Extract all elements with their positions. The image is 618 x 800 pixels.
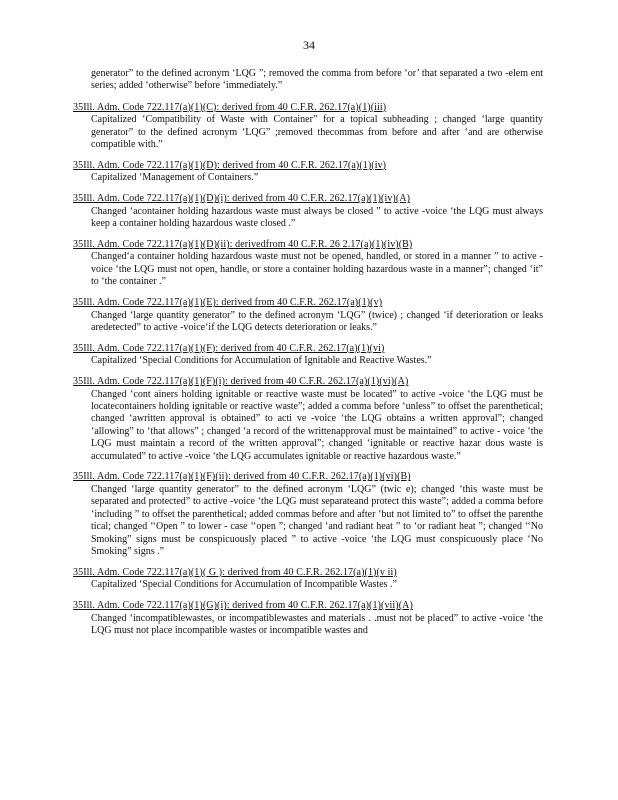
entry bbox=[73, 297, 543, 334]
entry-citation: 35Ill. Adm. Code 722.117(a)(1)(C): derived from 40 C.F.R. 262.17(a)(1)(iii) bbox=[73, 101, 387, 113]
entry bbox=[73, 193, 543, 230]
entry-citation: 35Ill. Adm. Code 722.117(a)(1)(F)(ii): derived from 40 C.F.R. 262.17(a)(1)(vi)(B) bbox=[73, 471, 411, 483]
entry bbox=[73, 239, 543, 289]
entry-citation: 35Ill. Adm. Code 722.117(a)(1)( G ): derived from 40 C.F.R. 262.17(a)(1)(v ii) bbox=[73, 566, 397, 578]
entry-citation: 35Ill. Adm. Code 722.117(a)(1)(D)(i): derived from 40 C.F.R. 262.17(a)(1)(iv)(A) bbox=[73, 193, 411, 205]
entry-description: Changed ‘acontainer holding hazardous waste must always be closed ” to active -voice ‘the LQG must always keep a container holding hazardous waste closed .” bbox=[91, 205, 543, 230]
entry-description: Capitalized ‘Special Conditions for Accumulation of Ignitable and Reactive Wastes.” bbox=[91, 355, 432, 367]
entry-citation: 35Ill. Adm. Code 722.117(a)(1)(F): derived from 40 C.F.R. 262.17(a)(1)(vi) bbox=[73, 342, 385, 354]
continued-paragraph: generator” to the defined acronym ‘LQG ”; removed the comma from before ‘or’ that separated a two -elem ent series; added ‘otherwise” before ‘immediately.” bbox=[91, 68, 543, 92]
entry-citation: 35Ill. Adm. Code 722.117(a)(1)(F)(i): derived from 40 C.F.R. 262.17(a)(1)(vi)(A) bbox=[73, 376, 409, 388]
entry-citation: 35Ill. Adm. Code 722.117(a)(1)(D): derived from 40 C.F.R. 262.17(a)(1)(iv) bbox=[73, 159, 387, 171]
entry bbox=[73, 471, 543, 558]
entry-citation: 35Ill. Adm. Code 722.117(a)(1)(E): derived from 40 C.F.R. 262.17(a)(1)(v) bbox=[73, 297, 383, 309]
entry-description: Capitalized ‘Management of Containers.” bbox=[91, 172, 259, 184]
entry-citation: 35Ill. Adm. Code 722.117(a)(1)(D)(ii): derivedfrom 40 C.F.R. 26 2.17(a)(1)(iv)(B) bbox=[73, 238, 413, 250]
entry-description: Changed ‘large quantity generator” to the defined acronym ‘LQG” (twic e); changed ‘this waste must be separated and protected” to active -voice ‘the LQG must separateand protect this waste”; added a comma before ‘including ” to offset the parenthetical; added commas before and after ‘but not limited to” to offset the parenthe tical; changed ‘‘Open ” to lower - case ‘‘open ”; changed ‘and radiant heat ” to ‘or radiant heat ”; changed ‘‘No Smoking” signs must be conspicuously placed ” to active -voice ‘the LQG must conspicuously place ‘No Smoking” signs .” bbox=[91, 483, 543, 557]
page-body bbox=[73, 68, 543, 646]
entry bbox=[73, 600, 543, 637]
entry-description: Changed ‘incompatiblewastes, or incompatiblewastes and materials . .must not be placed” to active -voice ‘the LQG must not place incompatible wastes or incompatible wastes and bbox=[91, 612, 543, 636]
entry-description: Changed ‘large quantity generator” to the defined acronym ‘LQG” (twice) ; changed ‘if deterioration or leaks aredetected” to active -voice‘if the LQG detects deterioration or leaks.” bbox=[91, 309, 543, 333]
entry-description: Changed‘a container holding hazardous waste must not be opened, handled, or stored in a manner ” to active -voice ‘the LQG must not open, handle, or store a container holding hazardous waste in a manner”; changed ‘it” to ‘the container .” bbox=[91, 251, 543, 288]
page-number: 34 bbox=[303, 38, 315, 52]
entry-description: Capitalized ‘Special Conditions for Accumulation of Incompatible Wastes .” bbox=[91, 579, 397, 591]
entry bbox=[73, 376, 543, 463]
entry-citation: 35Ill. Adm. Code 722.117(a)(1)(G)(i): derived from 40 C.F.R. 262.17(a)(1)(vii)(A) bbox=[73, 600, 413, 612]
entry-description: Changed ‘cont ainers holding ignitable or reactive waste must be located” to active -voice ‘the LQG must be locatecontainers holding ignitable or reactive waste”; added a comma before ‘unless” to offset the parenthetical; changed ‘awritten approval is obtained” to acti ve -voice ‘the LQG obtains a written approval”; changed ‘allowing” to ‘that allows” ; changed ‘a record of the writtenapproval must be maintained” to active - voice ‘the LQG must maintain a record of the written approval”; changed ‘ignitable or reactive hazar dous waste is accumulated” to active -voice ‘the LQG accumulates ignitable or reactive hazardous waste.” bbox=[91, 388, 543, 462]
entry bbox=[73, 567, 543, 592]
entry bbox=[73, 102, 543, 152]
entry-description: Capitalized ‘Compatibility of Waste with Container” for a topical subheading ; changed ‘large quantity generator” to the defined acronym ‘LQG” ;removed thecommas from before and after ‘and are otherwise compatible with.” bbox=[91, 114, 543, 151]
entry bbox=[73, 343, 543, 368]
entry bbox=[73, 160, 543, 185]
